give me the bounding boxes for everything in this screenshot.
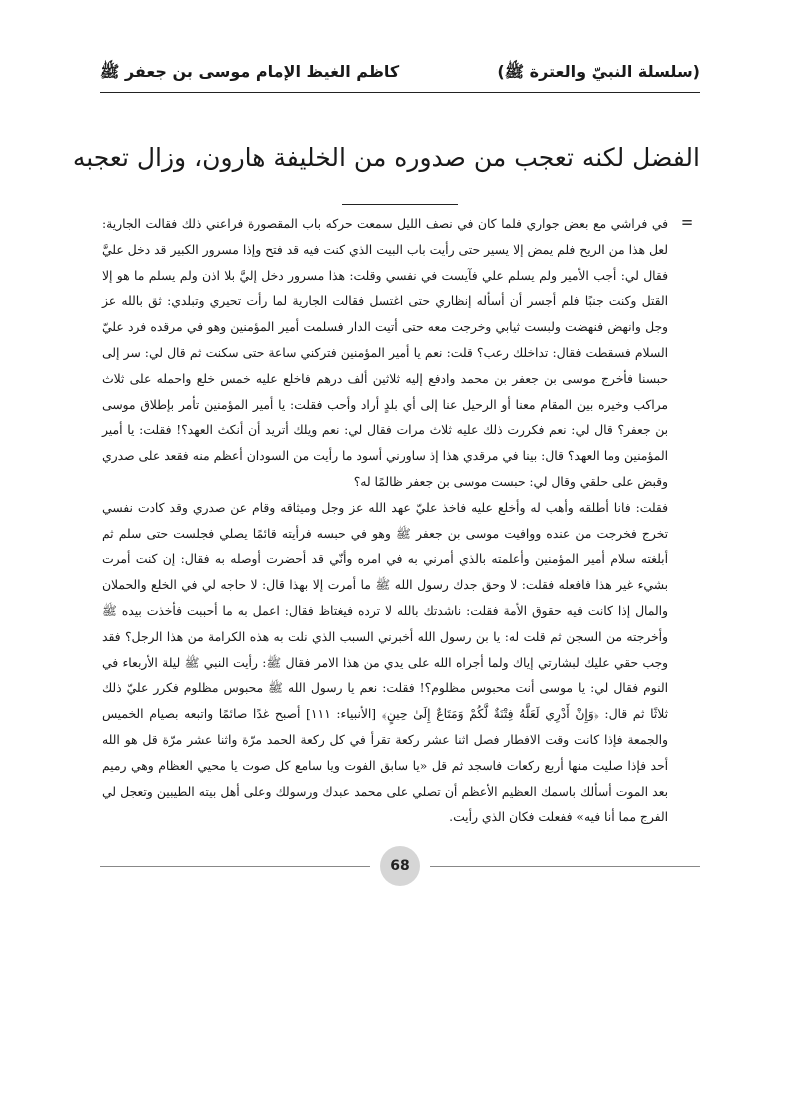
series-title: (سلسلة النبيّ والعترة ﷺ) <box>497 61 700 81</box>
page-number-badge: 68 <box>380 846 420 886</box>
paragraph: فقلت: فانا أطلقه وأهب له وأخلع عليه فاخذ عليّ عهد الله عز وجل وميثاقه وقام عن صدري وقد كادت نفسي تخرج فخرجت من عنده ووافيت موسى بن جعفر ﷺ وهو في حبسه فرأيته قائمًا يصلي فجلست حتى سلم ثم أبلغته سلام أمير المؤمنين وأعلمته بالذي أمرني به في امره وأنّي قد أحضرت أوصله به فقال: إن كنت أمرت بشيء غير هذا فافعله فقلت: لا وحق جدك رسول الله ﷺ ما أمرت إلا بهذا قال: لا حاجه لي في الخلع والحملان والمال إذا كانت فيه حقوق الأمة فقلت: ناشدتك بالله لا ترده فيغتاظ فقال: اعمل به ما أحببت فأخذت بيده ﷺ وأخرجته من السجن ثم قلت له: يا بن رسول الله أخبرني السبب الذي نلت به هذه الكرامة من هذا الرجل؟ فقد وجب حقي عليك لبشارتي إياك ولما أجراه الله على يدي من هذا الامر فقال ﷺ: رأيت النبي ﷺ ليلة الأربعاء في النوم فقال لي: يا موسى أنت محبوس مظلوم؟! فقلت: نعم يا رسول الله ﷺ محبوس مظلوم فكرر عليّ ذلك ثلاثًا ثم قال: ﴿وَإِنْ أَدْرِي لَعَلَّهُ فِتْنَةٌ لَّكُمْ وَمَتَاعٌ إِلَىٰ حِينٍ﴾ [الأنبياء: ١١١] أصبح غدًا صائمًا واتبعه بصيام الخميس والجمعة فإذا كانت وقت الافطار فصل اثنا عشر ركعة تقرأ في كل ركعة الحمد مرّة واثنا عشر مرّة قل هو الله أحد فإذا صليت منها أربع ركعات فاسجد ثم قل «يا سابق الفوت ويا سامع كل صوت يا محيي العظام وهي رميم بعد الموت أسألك باسمك العظيم الأعظم أن تصلي على محمد عبدك ورسولك وعلى أهل بيته الطيبين وتعجل لي الفرج مما أنا فيه» ففعلت فكان الذي رأيت. <box>102 500 669 825</box>
footnote-continuation-marker: = <box>681 212 693 233</box>
footnote-body <box>102 212 669 825</box>
header-divider <box>100 92 700 93</box>
page-footer <box>100 842 700 892</box>
footer-rule-left <box>100 866 370 867</box>
title-divider <box>342 204 458 205</box>
section-title: الفضل لكنه تعجب من صدوره من الخليفة هارون، وزال تعجبه <box>72 143 700 172</box>
paragraph: في فراشي مع بعض جواري فلما كان في نصف الليل سمعت حركه باب المقصورة فراعني ذلك فقالت الجارية: لعل هذا من الريح فلم يمض إلا يسير حتى رأيت باب البيت الذي كنت فيه قد فتح وإذا مسرور الكبير قد دخل عليَّ فقال لي: أجب الأمير ولم يسلم علي فآيست في نفسي وقلت: هذا مسرور دخل إليَّ بلا اذن ولم يسلم ما هو إلا القتل وكنت جنبًا فلم أجسر أن أسأله إنظاري حتى اغتسل فقالت الجارية لما رأت تحيري وتبلدي: ثق بالله عز وجل وانهض فنهضت ولبست ثيابي وخرجت معه حتى أتيت الدار فسلمت أمير المؤمنين وهو في مرقده فرد عليّ السلام فسقطت فقال: تداخلك رعب؟ قلت: نعم يا أمير المؤمنين فتركني ساعة حتى سكنت ثم قال لي: سر إلى حبسنا فأخرج موسى بن جعفر بن محمد وادفع إليه ثلاثين ألف درهم فاخلع عليه خمس خلع واحمله على ثلاث مراكب وخيره بين المقام معنا أو الرحيل عنا إلى أي بلدٍ أراد وأحب فقلت: يا أمير المؤمنين تأمر بإطلاق موسى بن جعفر؟ قال لي: نعم فكررت ذلك عليه ثلاث مرات فقال لي: نعم ويلك أتريد أن أنكث العهد؟! فقلت: يا أمير المؤمنين وما العهد؟ قال: بينا في مرقدي هذا إذ ساورني أسود ما رأيت من السودان أعظم منه فقعد على صدري وقبض على حلقي وقال لي: حبست موسى بن جعفر ظالمًا له؟ <box>102 217 668 489</box>
footer-rule-right <box>430 866 700 867</box>
running-header <box>100 58 700 88</box>
book-title: كاظم الغيظ الإمام موسى بن جعفر ﷺ <box>100 61 400 81</box>
